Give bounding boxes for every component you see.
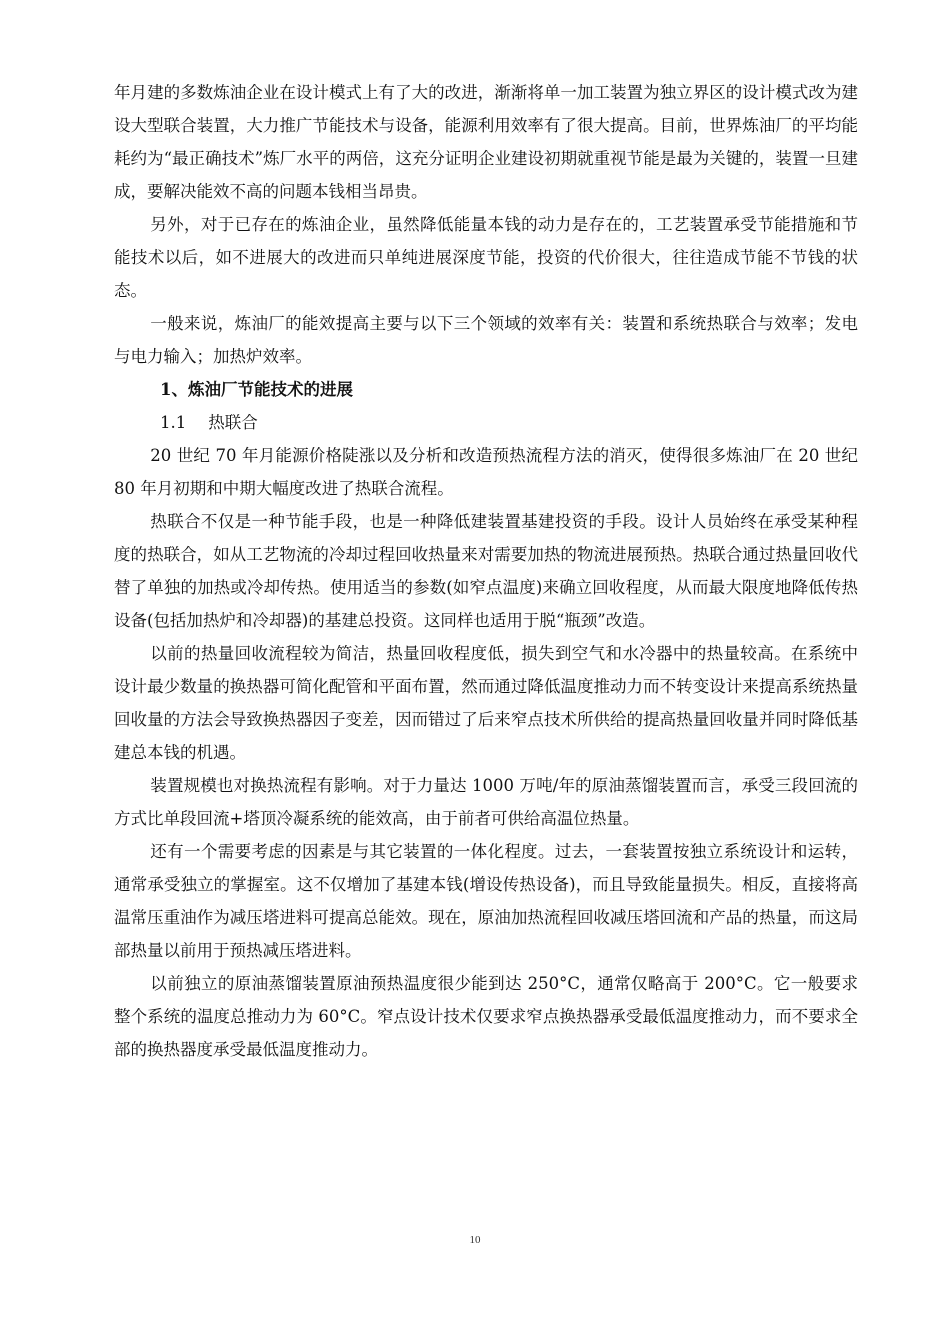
paragraph-continuation: 年月建的多数炼油企业在设计模式上有了大的改进，渐渐将单一加工装置为独立界区的设计模式改为建设大型联合装置，大力推广节能技术与设备，能源利用效率有了很大提高。目前，世界炼油厂的平均能耗约为“最正确技术”炼厂水平的两倍，这充分证明企业建设初期就重视节能是最为关键的，装置一旦建成，要解决能效不高的问题本钱相当昂贵。 <box>114 83 858 201</box>
section-heading: 1、炼油厂节能技术的进展 <box>160 380 353 399</box>
page-number: 10 <box>469 1234 481 1246</box>
paragraph-heat-integration: 热联合不仅是一种节能手段，也是一种降低建装置基建投资的手段。设计人员始终在承受某种程度的热联合，如从工艺物流的冷却过程回收热量来对需要加热的物流进展预热。热联合通过热量回收代替了单独的加热或冷却传热。使用适当的参数(如窄点温度)来确立回收程度，从而最大限度地降低传热设备(包括加热炉和冷却器)的基建总投资。这同样也适用于脱“瓶颈”改造。 <box>114 512 858 630</box>
paragraph-previous-recovery: 以前的热量回收流程较为简洁，热量回收程度低，损失到空气和水冷器中的热量较高。在系统中设计最少数量的换热器可简化配管和平面布置，然而通过降低温度推动力而不转变设计来提高系统热量回收量的方法会导致换热器因子变差，因而错过了后来窄点技术所供给的提高热量回收量并同时降低基建总本钱的机遇。 <box>114 644 858 762</box>
paragraph-history: 20 世纪 70 年月能源价格陡涨以及分析和改造预热流程方法的消灭，使得很多炼油厂在 20 世纪 80 年月初期和中期大幅度改进了热联合流程。 <box>114 446 858 498</box>
paragraph-existing-refineries: 另外，对于已存在的炼油企业，虽然降低能量本钱的动力是存在的，工艺装置承受节能措施和节能技术以后，如不进展大的改进而只单纯进展深度节能，投资的代价很大，往往造成节能不节钱的状态。 <box>114 215 858 300</box>
subsection-number: 1.1 <box>160 413 187 432</box>
paragraph-efficiency-areas: 一般来说，炼油厂的能效提高主要与以下三个领域的效率有关：装置和系统热联合与效率；发电与电力输入；加热炉效率。 <box>114 314 858 366</box>
paragraph-unit-scale: 装置规模也对换热流程有影响。对于力量达 1000 万吨/年的原油蒸馏装置而言，承受三段回流的方式比单段回流+塔顶冷凝系统的能效高，由于前者可供给高温位热量。 <box>114 776 858 828</box>
paragraph-integration-degree: 还有一个需要考虑的因素是与其它装置的一体化程度。过去，一套装置按独立系统设计和运转，通常承受独立的掌握室。这不仅增加了基建本钱(增设传热设备)，而且导致能量损失。相反，直接将高温常压重油作为减压塔进料可提高总能效。现在，原油加热流程回收减压塔回流和产品的热量，而这局部热量以前用于预热减压塔进料。 <box>114 842 858 960</box>
body-text <box>114 76 858 1066</box>
paragraph-preheat-temperature: 以前独立的原油蒸馏装置原油预热温度很少能到达 250°C，通常仅略高于 200°C。它一般要求整个系统的温度总推动力为 60°C。窄点设计技术仅要求窄点换热器承受最低温度推动力，而不要求全部的换热器度承受最低温度推动力。 <box>114 974 858 1059</box>
subsection-heading <box>114 406 858 439</box>
subsection-title: 热联合 <box>208 413 258 432</box>
